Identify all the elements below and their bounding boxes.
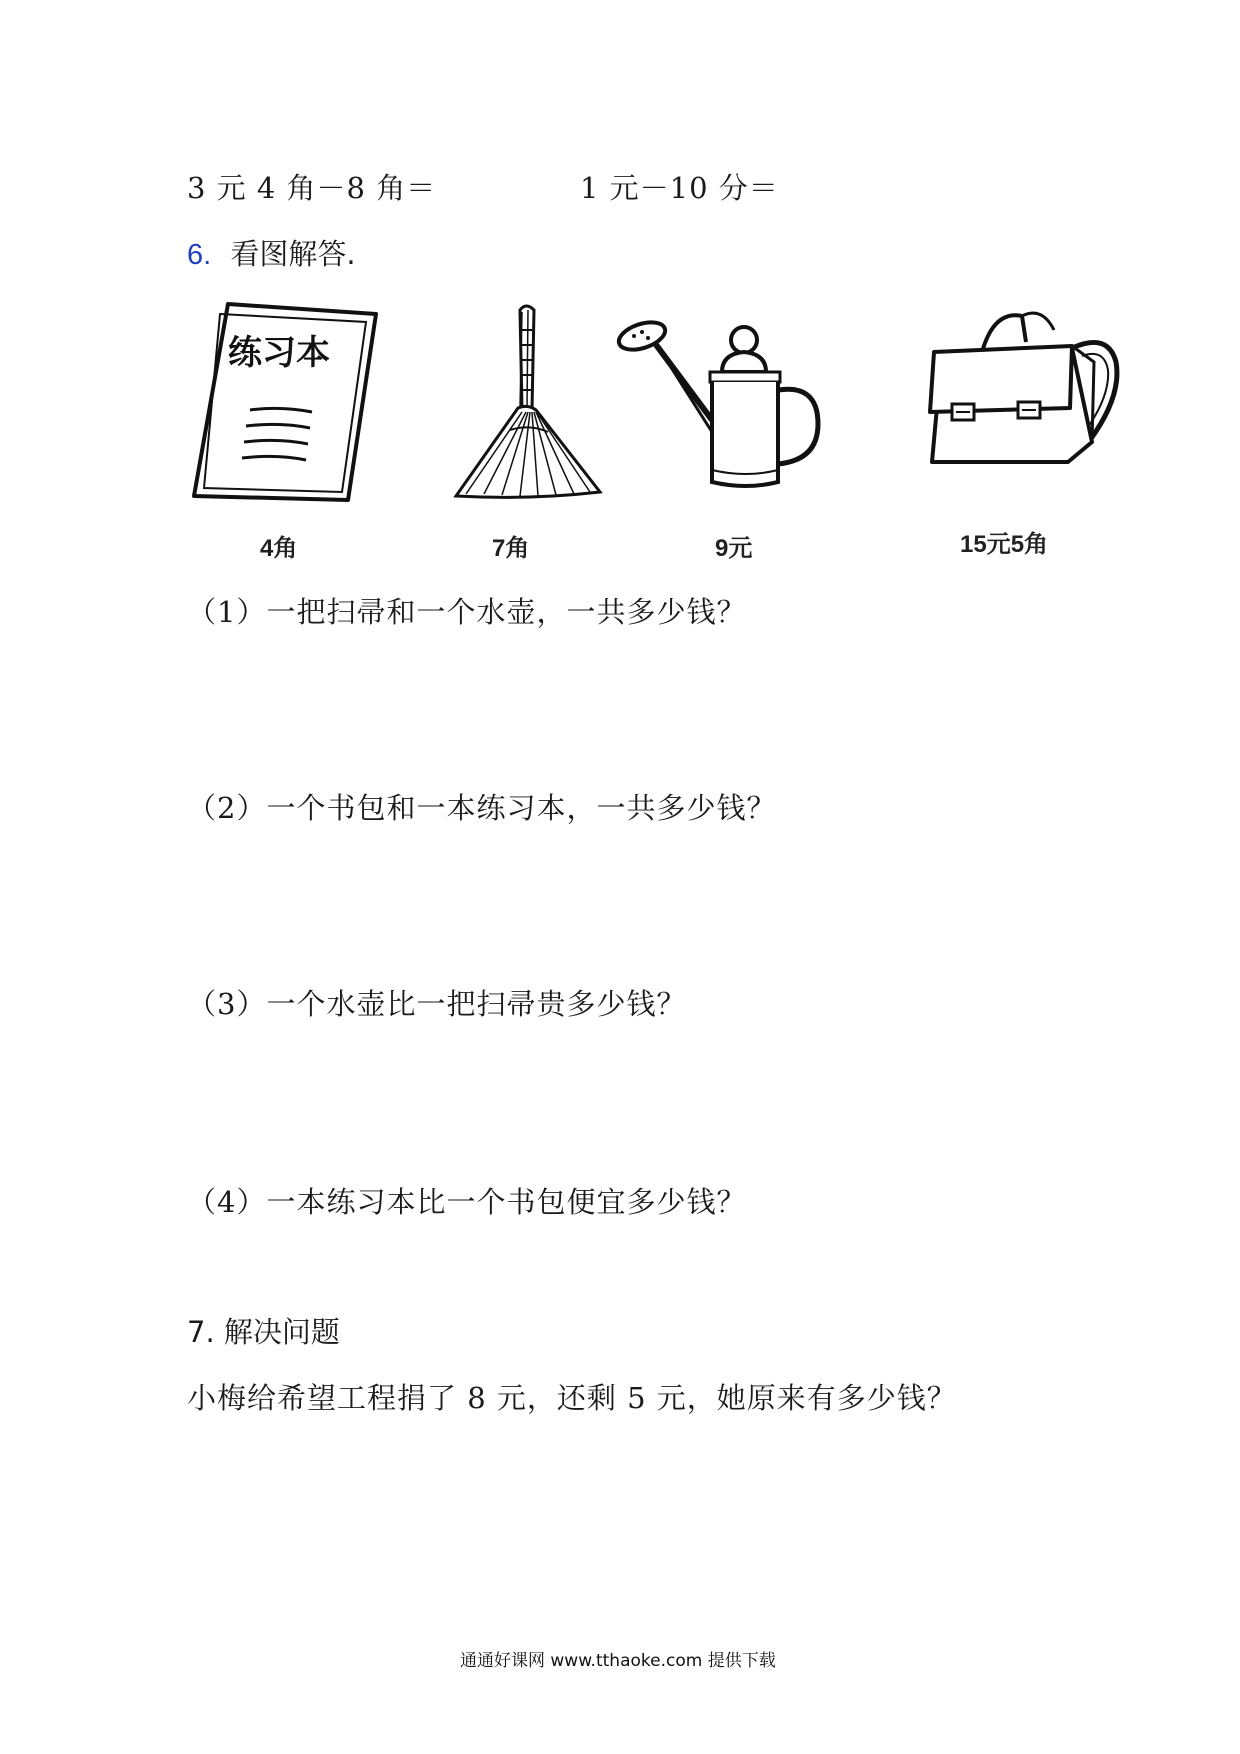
watering-can-icon: [612, 320, 832, 500]
equation-1: 3 元 4 角－8 角＝: [187, 171, 437, 205]
price-exercise-book: 4角: [260, 535, 298, 562]
page-footer: 通通好课网 www.tthaoke.com 提供下载: [460, 1651, 776, 1671]
equation-2: 1 元－10 分＝: [580, 171, 779, 205]
exercise-book-cover-text: 练习本: [228, 333, 330, 373]
exercise-book-icon: [190, 300, 390, 505]
sub-question-3: （3）一个水壶比一把扫帚贵多少钱？: [187, 987, 687, 1021]
price-broom: 7角: [492, 535, 530, 562]
sub-question-4: （4）一本练习本比一个书包便宜多少钱？: [187, 1185, 747, 1219]
sub-question-2: （2）一个书包和一本练习本，一共多少钱？: [187, 791, 777, 825]
sub-question-1: （1）一把扫帚和一个水壶，一共多少钱？: [187, 595, 747, 629]
question-7-text: 小梅给希望工程捐了 8 元，还剩 5 元，她原来有多少钱？: [187, 1381, 957, 1415]
price-watering-can: 9元: [715, 535, 753, 562]
question-6-number: 6.: [187, 239, 212, 271]
price-school-bag: 15元5角: [960, 531, 1049, 558]
question-7-heading: 7. 解决问题: [187, 1315, 340, 1349]
question-6-heading: [187, 232, 356, 273]
question-6-title: 看图解答.: [230, 237, 356, 271]
broom-icon: [450, 300, 610, 510]
school-bag-icon: [922, 312, 1132, 482]
